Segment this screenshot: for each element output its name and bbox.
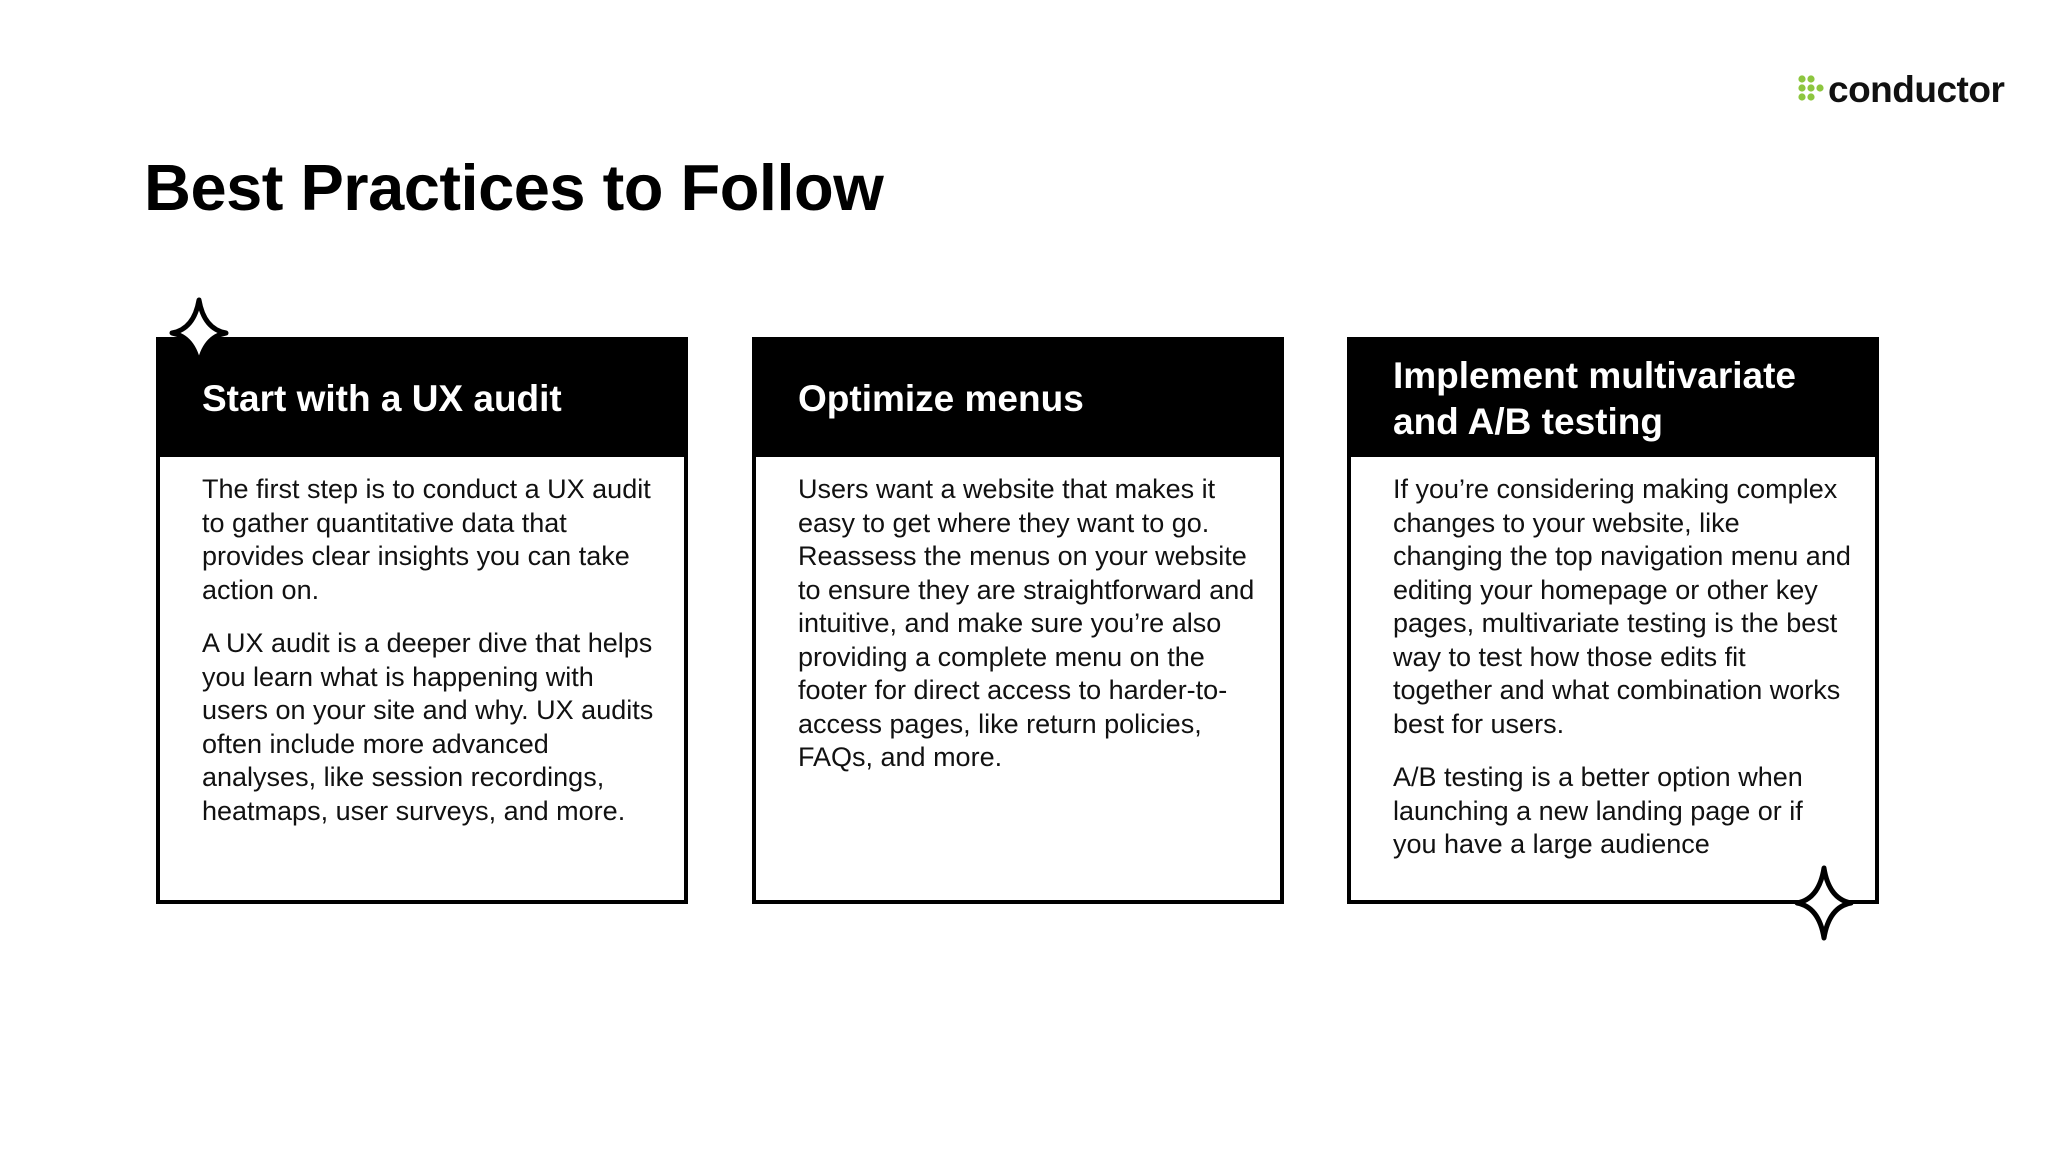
dot-grid-icon: [1798, 75, 1824, 105]
card-paragraph: A UX audit is a deeper dive that helps you learn what is happening with users on your site and why. UX audits often include more advanced analyses, like session recordings, heatmaps, user surveys, and more.: [202, 628, 654, 826]
card-paragraph: Users want a website that makes it easy to get where they want to go. Reassess the menus on your website to ensure they are straightforward and intuitive, and make sure you’re also providing a complete menu on the footer for direct access to harder-to-access pages, like return policies, FAQs, and more.: [798, 474, 1255, 772]
card-optimize-menus: [752, 337, 1284, 904]
card-header: [756, 341, 1280, 457]
card-title: Start with a UX audit: [202, 378, 562, 419]
sparkle-icon: [1793, 864, 1855, 942]
card-title: Optimize menus: [798, 378, 1084, 419]
card-header: [160, 341, 684, 457]
card-ux-audit: [156, 337, 688, 904]
card-paragraph: The first step is to conduct a UX audit to gather quantitative data that provides clear insights you can take action on.: [202, 474, 651, 605]
page-title: Best Practices to Follow: [144, 151, 884, 224]
brand-logo: [1798, 70, 2004, 110]
card-body: [756, 457, 1280, 775]
card-title: Implement multivariate and A/B testing: [1393, 355, 1797, 442]
card-paragraph: A/B testing is a better option when launching a new landing page or if you have a large audience: [1393, 762, 1803, 859]
card-paragraph: If you’re considering making complex changes to your website, like changing the top navigation menu and editing your homepage or other key pages, multivariate testing is the best way to test how those edits fit together and what combination works best for users.: [1393, 474, 1851, 739]
brand-name: conductor: [1828, 69, 2005, 110]
card-header: [1351, 341, 1875, 457]
card-multivariate-testing: [1347, 337, 1879, 904]
card-body: [1351, 457, 1875, 862]
sparkle-icon: [168, 296, 230, 370]
card-body: [160, 457, 684, 828]
